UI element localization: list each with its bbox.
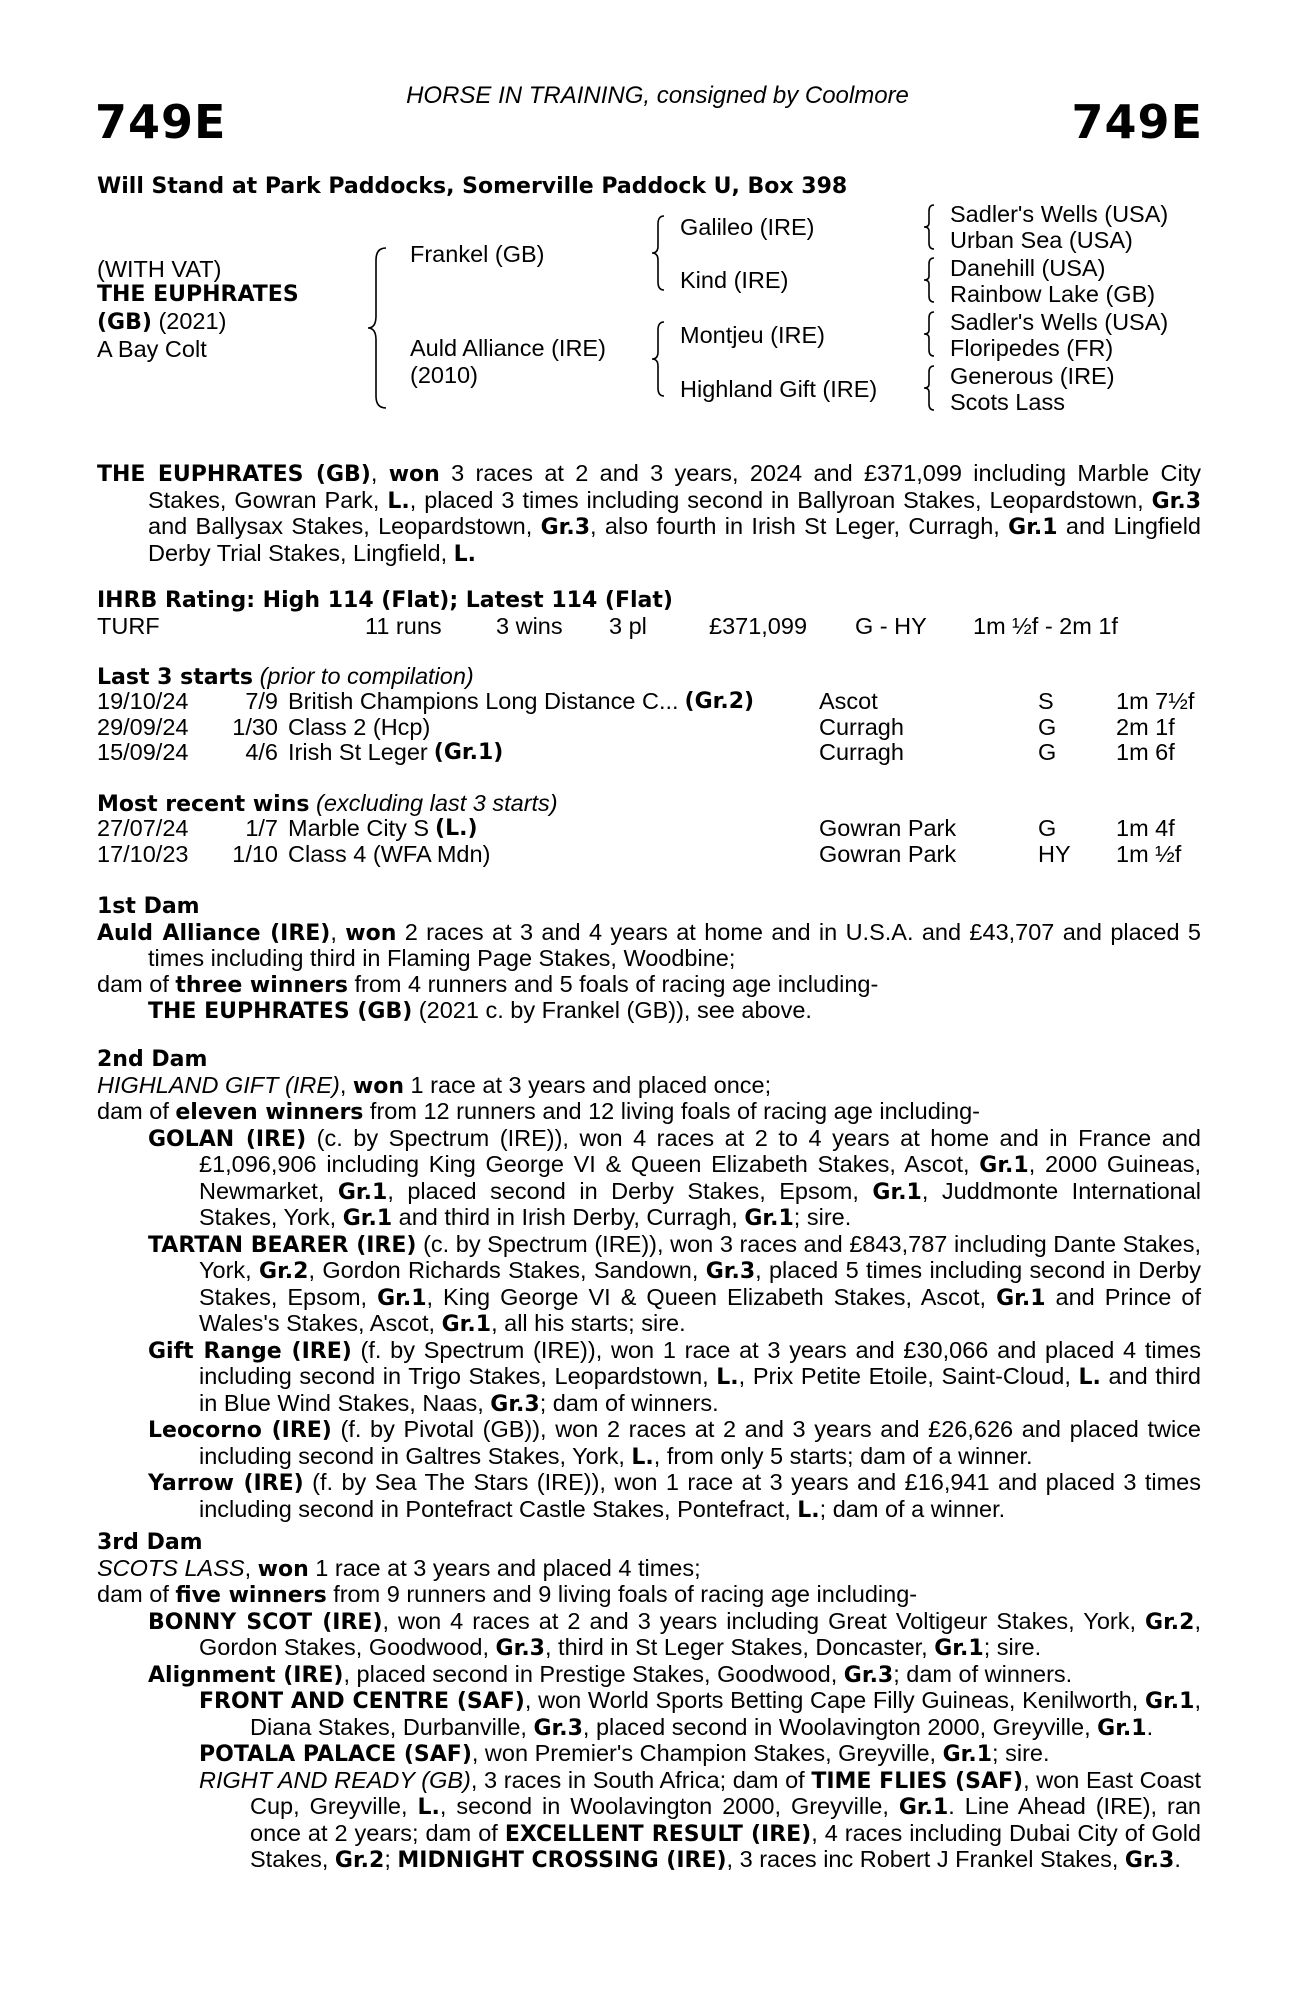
cell-pos: 1/30 xyxy=(232,713,278,740)
stat-earnings: £371,099 xyxy=(709,613,808,639)
table-row xyxy=(97,842,1207,868)
race-record-summary: THE EUPHRATES (GB), won 3 races at 2 and 3 years, 2024 and £371,099 including Marble City Stakes, Gowran Park, L., placed 3 times including second in Ballyroan Stakes, Leopardstown, Gr.3 and Ballysax Stakes, Leopardstown, Gr.3, also fourth in Irish St Leger, Curragh, Gr.1 and Lingfield Derby Trial Stakes, Lingfield, L. xyxy=(97,460,1202,567)
horse-description: A Bay Colt xyxy=(97,336,207,362)
lot-number-right: 749E xyxy=(1071,95,1203,149)
cell-race: Irish St Leger xyxy=(288,739,428,765)
cell-pos: 1/10 xyxy=(232,840,278,867)
stat-surface: TURF xyxy=(97,613,160,639)
second-dam-section: 2nd Dam HIGHLAND GIFT (IRE), won 1 race at 3 years and placed once; dam of eleven winners from 12 runners and 12 living foals of racing age including- GOLAN (IRE) (c. by Spectrum (IRE)), won 4 races at 2 to 4 years at home and in France and £1,096,906 including King George VI & Queen Elizabeth Stakes, Ascot, Gr.1, 2000 Guineas, Newmarket, Gr.1, placed second in Derby Stakes, Epsom, Gr.1, Juddmonte International Stakes, York, Gr.1 and third in Irish Derby, Curragh, Gr.1; sire. TARTAN BEARER (IRE) (c. by Spectrum (IRE)), won 3 races and £843,787 including Dante Stakes, York, Gr.2, Gordon Richards Stakes, Sandown, Gr.3, placed 5 times including second in Derby Stakes, Epsom, Gr.1, King George VI & Queen Elizabeth Stakes, Ascot, Gr.1 and Prince of Wales's Stakes, Ascot, Gr.1, all his starts; sire. Gift Range (IRE) (f. by Spectrum (IRE)), won 1 race at 3 years and £30,066 and placed 4 times including second in Trigo Stakes, Leopardstown, L., Prix Petite Etoile, Saint-Cloud, L. and third in Blue Wind Stakes, Naas, Gr.3; dam of winners. Leocorno (IRE) (f. by Pivotal (GB)), won 2 races at 2 and 3 years and £26,626 and placed twice including second in Galtres Stakes, York, L., from only 5 starts; dam of a winner. Yarrow (IRE) (f. by Sea The Stars (IRE)), won 1 race at 3 years and £16,941 and placed 3 times including second in Pontefract Castle Stakes, Pontefract, L.; dam of a winner. xyxy=(97,1047,1202,1523)
third-dam-heading: 3rd Dam xyxy=(97,1530,203,1555)
stand-location: Will Stand at Park Paddocks, Somerville Paddock U, Box 398 xyxy=(97,174,848,199)
ihrb-rating: IHRB Rating: High 114 (Flat); Latest 114 (Flat) xyxy=(97,588,673,613)
cell-pos: 4/6 xyxy=(245,739,278,765)
second-dam-heading: 2nd Dam xyxy=(97,1047,208,1072)
cell-going: G xyxy=(1038,713,1057,740)
recent-wins-heading: Most recent wins (excluding last 3 starts) xyxy=(97,790,558,817)
cell-course: Curragh xyxy=(819,739,904,765)
cell-dist: 1m ½f xyxy=(1116,840,1182,867)
cell-dist: 1m 7½f xyxy=(1116,688,1195,714)
third-dam-section: 3rd Dam SCOTS LASS, won 1 race at 3 years and placed 4 times; dam of five winners from 9 runners and 9 living foals of racing age including- BONNY SCOT (IRE), won 4 races at 2 and 3 years including Great Voltigeur Stakes, York, Gr.2, Gordon Stakes, Goodwood, Gr.3, third in St Leger Stakes, Doncaster, Gr.1; sire. Alignment (IRE), placed second in Prestige Stakes, Goodwood, Gr.3; dam of winners. FRONT AND CENTRE (SAF), won World Sports Betting Cape Filly Guineas, Kenilworth, Gr.1, Diana Stakes, Durbanville, Gr.3, placed second in Woolavington 2000, Greyville, Gr.1. POTALA PALACE (SAF), won Premier's Champion Stakes, Greyville, Gr.1; sire. RIGHT AND READY (GB), 3 races in South Africa; dam of TIME FLIES (SAF), won East Coast Cup, Greyville, L., second in Woolavington 2000, Greyville, Gr.1. Line Ahead (IRE), ran once at 2 years; dam of EXCELLENT RESULT (IRE), 4 races including Dubai City of Gold Stakes, Gr.2; MIDNIGHT CROSSING (IRE), 3 races inc Robert J Frankel Stakes, Gr.3. xyxy=(97,1530,1201,1873)
pedigree-dsd: Floripedes (FR) xyxy=(950,335,1114,361)
cell-race: Class 2 (Hcp) xyxy=(288,713,431,740)
cell-dist: 1m 4f xyxy=(1116,815,1175,841)
cell-date: 17/10/23 xyxy=(97,840,189,867)
pedigree-brace-sd xyxy=(922,256,936,304)
cell-race: British Champions Long Distance C... xyxy=(288,688,679,714)
lot-number-left: 749E xyxy=(95,95,227,149)
horse-identity xyxy=(97,256,299,362)
stat-placed: 3 pl xyxy=(609,613,647,639)
cell-dist: 1m 6f xyxy=(1116,739,1175,765)
table-row xyxy=(97,715,1207,741)
cell-grade: (Gr.2) xyxy=(684,689,755,714)
cell-course: Curragh xyxy=(819,713,904,740)
pedigree-dam-sire: Montjeu (IRE) xyxy=(680,322,825,348)
pedigree-ddd: Scots Lass xyxy=(950,389,1065,415)
cell-date: 15/09/24 xyxy=(97,739,189,765)
pedigree-dam-year: (2010) xyxy=(410,362,478,388)
stat-wins: 3 wins xyxy=(496,613,563,639)
cell-grade: (L.) xyxy=(435,816,478,841)
pedigree-sds: Danehill (USA) xyxy=(950,255,1106,281)
career-stats-row xyxy=(97,614,1207,640)
pedigree-dds: Generous (IRE) xyxy=(950,363,1115,389)
summary-won: won xyxy=(388,462,440,487)
cell-race: Marble City S xyxy=(288,815,430,841)
pedigree-brace-sire xyxy=(650,214,666,292)
stat-going: G - HY xyxy=(855,613,927,639)
pedigree-brace-main xyxy=(366,246,390,410)
cell-going: S xyxy=(1038,688,1054,714)
cell-course: Gowran Park xyxy=(819,815,957,841)
stat-runs: 11 runs xyxy=(365,613,442,639)
pedigree-brace-dd xyxy=(922,364,936,412)
table-row xyxy=(97,689,1207,715)
last-starts-heading: Last 3 starts (prior to compilation) xyxy=(97,663,474,690)
pedigree-sss: Sadler's Wells (USA) xyxy=(950,201,1169,227)
horse-name: THE EUPHRATES xyxy=(97,282,299,307)
summary-horse-name: THE EUPHRATES (GB) xyxy=(97,462,371,487)
cell-going: G xyxy=(1038,815,1057,841)
cell-pos: 1/7 xyxy=(245,815,278,841)
first-dam-section: 1st Dam Auld Alliance (IRE), won 2 races at 3 and 4 years at home and in U.S.A. and £43,707 and placed 5 times including third in Flaming Page Stakes, Woodbine; dam of three winners from 4 runners and 5 foals of racing age including- THE EUPHRATES (GB) (2021 c. by Frankel (GB)), see above. xyxy=(97,894,1201,1024)
cell-date: 27/07/24 xyxy=(97,815,189,841)
pedigree-brace-ss xyxy=(922,203,936,251)
cell-going: G xyxy=(1038,739,1057,765)
cell-date: 29/09/24 xyxy=(97,713,189,740)
first-dam-heading: 1st Dam xyxy=(97,894,200,919)
cell-date: 19/10/24 xyxy=(97,688,189,714)
cell-course: Ascot xyxy=(819,688,878,714)
horse-country: (GB) xyxy=(97,310,152,335)
cell-race: Class 4 (WFA Mdn) xyxy=(288,840,491,867)
stat-distance: 1m ½f - 2m 1f xyxy=(973,613,1118,639)
cell-pos: 7/9 xyxy=(245,688,278,714)
cell-course: Gowran Park xyxy=(819,840,957,867)
pedigree-brace-dam xyxy=(650,320,666,398)
cell-going: HY xyxy=(1038,840,1071,867)
catalogue-subtitle: HORSE IN TRAINING, consigned by Coolmore xyxy=(406,82,909,109)
pedigree-sdd: Rainbow Lake (GB) xyxy=(950,281,1156,307)
pedigree-dam: Auld Alliance (IRE) xyxy=(410,335,606,361)
pedigree-sire-dam: Kind (IRE) xyxy=(680,267,789,293)
horse-year: (2021) xyxy=(158,308,227,334)
pedigree-brace-ds xyxy=(922,310,936,358)
pedigree-sire-sire: Galileo (IRE) xyxy=(680,214,815,240)
table-row xyxy=(97,740,1207,766)
cell-grade: (Gr.1) xyxy=(433,740,504,765)
pedigree-dam-dam: Highland Gift (IRE) xyxy=(680,376,878,402)
vat-note: (WITH VAT) xyxy=(97,256,222,282)
table-row xyxy=(97,816,1207,842)
cell-dist: 2m 1f xyxy=(1116,713,1175,740)
pedigree-ssd: Urban Sea (USA) xyxy=(950,227,1133,253)
pedigree-dss: Sadler's Wells (USA) xyxy=(950,309,1169,335)
pedigree-sire: Frankel (GB) xyxy=(410,241,545,267)
